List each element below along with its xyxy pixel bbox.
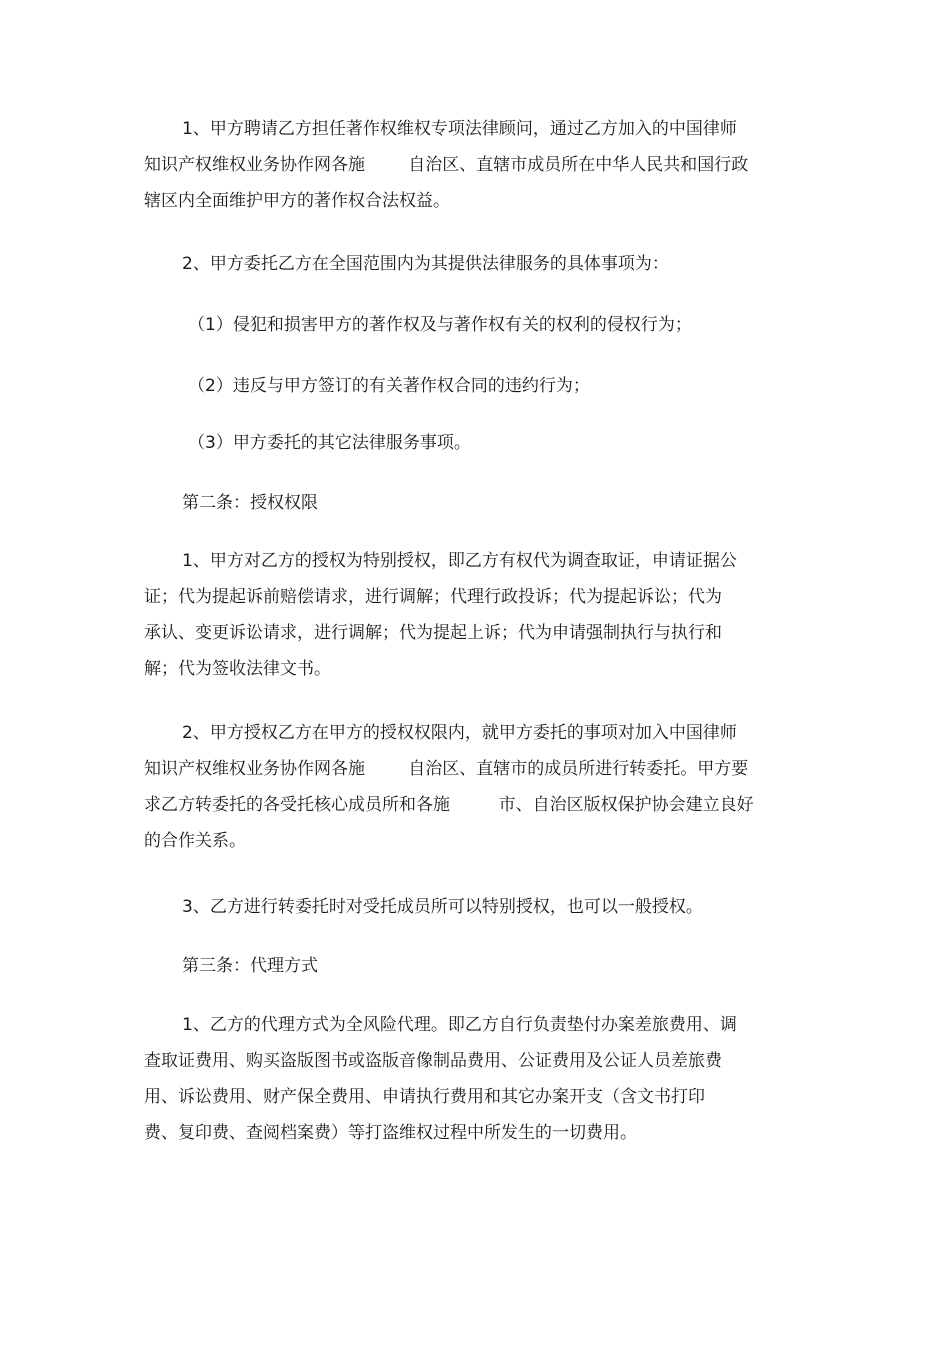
paragraph-line: 3、乙方进行转委托时对受托成员所可以特别授权，也可以一般授权。: [182, 897, 703, 917]
section-heading: 第二条：授权权限: [182, 493, 318, 513]
paragraph-line: 2、甲方授权乙方在甲方的授权权限内，就甲方委托的事项对加入中国律师: [182, 723, 737, 743]
paragraph-2: [144, 246, 784, 282]
paragraph-line: 证；代为提起诉前赔偿请求，进行调解；代理行政投诉；代为提起诉讼；代为: [144, 587, 722, 607]
paragraph-1: [144, 111, 784, 219]
paragraph-line: （3）甲方委托的其它法律服务事项。: [188, 433, 471, 453]
paragraph-line: 用、诉讼费用、财产保全费用、申请执行费用和其它办案开支（含文书打印: [144, 1087, 705, 1107]
paragraph-line: 1、乙方的代理方式为全风险代理。即乙方自行负责垫付办案差旅费用、调: [182, 1015, 737, 1035]
paragraph-line: 承认、变更诉讼请求，进行调解；代为提起上诉；代为申请强制执行与执行和: [144, 623, 722, 643]
list-item-3: [144, 425, 784, 461]
paragraph-line: （1）侵犯和损害甲方的著作权及与著作权有关的权利的侵权行为；: [188, 315, 692, 335]
paragraph-line: 2、甲方委托乙方在全国范围内为其提供法律服务的具体事项为：: [182, 254, 669, 274]
paragraph-line: 1、甲方聘请乙方担任著作权维权专项法律顾问，通过乙方加入的中国律师: [182, 119, 737, 139]
paragraph-3: [144, 543, 784, 687]
paragraph-line: （2）违反与甲方签订的有关著作权合同的违约行为；: [188, 376, 590, 396]
paragraph-line: 辖区内全面维护甲方的著作权合法权益。: [144, 191, 450, 211]
list-item-1: [144, 307, 784, 343]
paragraph-line: 求乙方转委托的各受托核心成员所和各施 市、自治区版权保护协会建立良好: [144, 795, 754, 815]
paragraph-6: [144, 1007, 784, 1151]
paragraph-line: 的合作关系。: [144, 831, 246, 851]
section-heading-3: [144, 948, 784, 984]
paragraph-line: 查取证费用、购买盗版图书或盗版音像制品费用、公证费用及公证人员差旅费: [144, 1051, 722, 1071]
paragraph-5: [144, 889, 784, 925]
paragraph-line: 费、复印费、查阅档案费）等打盗维权过程中所发生的一切费用。: [144, 1123, 637, 1143]
paragraph-line: 知识产权维权业务协作网各施 自治区、直辖市的成员所进行转委托。甲方要: [144, 759, 749, 779]
paragraph-line: 解；代为签收法律文书。: [144, 659, 331, 679]
paragraph-line: 知识产权维权业务协作网各施 自治区、直辖市成员所在中华人民共和国行政: [144, 155, 749, 175]
list-item-2: [144, 368, 784, 404]
paragraph-line: 1、甲方对乙方的授权为特别授权，即乙方有权代为调查取证，申请证据公: [182, 551, 737, 571]
section-heading: 第三条：代理方式: [182, 956, 318, 976]
paragraph-4: [144, 715, 784, 859]
section-heading-2: [144, 485, 784, 521]
